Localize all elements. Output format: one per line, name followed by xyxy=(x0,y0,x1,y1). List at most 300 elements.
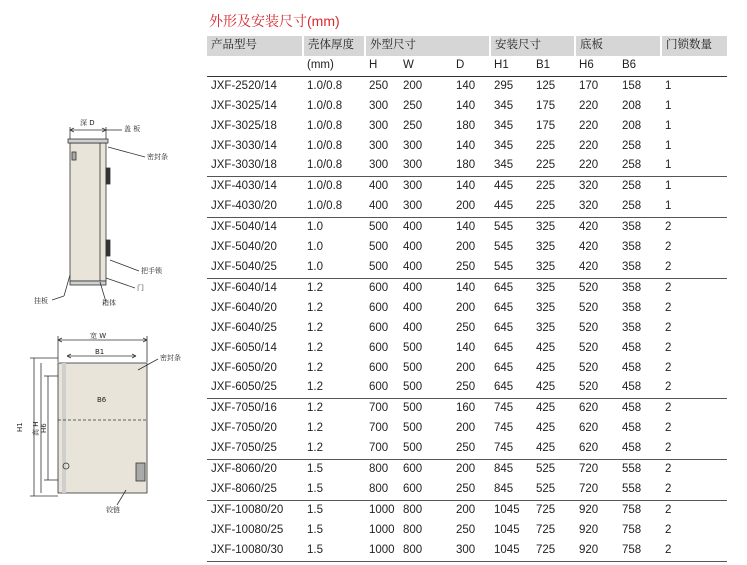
table-row xyxy=(207,238,727,258)
sub-h6: H6 xyxy=(575,56,618,76)
cell-h: 1000 xyxy=(369,523,395,536)
cell-d: 140 xyxy=(456,79,476,92)
cell-d: 140 xyxy=(456,341,476,354)
height-label: 高 H xyxy=(32,421,40,436)
cell-b6: 458 xyxy=(618,399,661,419)
table-row xyxy=(207,480,727,500)
cell-n: 2 xyxy=(665,301,672,314)
cell-h: 700 xyxy=(369,422,389,435)
cell-h1: 1045 xyxy=(490,500,532,520)
cell-b1: 225 xyxy=(536,200,556,213)
cell-h1: 845 xyxy=(490,460,532,480)
cell-b1: 425 xyxy=(536,422,556,435)
table-row xyxy=(207,137,727,157)
cell-b1: 225 xyxy=(536,139,556,152)
cell-h6: 620 xyxy=(579,422,599,435)
cell-b1: 725 xyxy=(532,500,575,520)
cell-h: 600 xyxy=(369,301,389,314)
cell-b6: 258 xyxy=(618,177,661,197)
cell-d: 200 xyxy=(452,500,490,520)
cell-model: JXF-7050/20 xyxy=(211,422,277,435)
cell-d: 250 xyxy=(456,482,476,495)
cell-b6: 458 xyxy=(622,442,642,455)
cell-t: 1.0/0.8 xyxy=(303,177,365,197)
cell-model: JXF-8060/20 xyxy=(207,460,303,480)
cell-h6: 420 xyxy=(575,218,618,238)
cell-model: JXF-6040/25 xyxy=(211,321,277,334)
cell-h6: 420 xyxy=(579,241,599,254)
cell-d: 180 xyxy=(456,119,476,132)
cell-w: 500 xyxy=(403,381,423,394)
cell-b1: 725 xyxy=(532,541,575,561)
cell-d: 200 xyxy=(456,361,476,374)
cell-b6: 208 xyxy=(622,99,642,112)
cell-w: 400 xyxy=(403,241,423,254)
cell-model: JXF-6040/14 xyxy=(207,278,303,298)
cell-t: 1.2 xyxy=(303,399,365,419)
cell-d: 200 xyxy=(452,460,490,480)
cell-d: 140 xyxy=(452,278,490,298)
cell-b6: 258 xyxy=(622,159,642,172)
cell-model: JXF-4030/20 xyxy=(211,200,277,213)
cell-n: 2 xyxy=(665,341,672,354)
cell-t: 1.2 xyxy=(307,301,323,314)
table-row xyxy=(207,500,727,520)
cell-t: 1.0 xyxy=(307,260,323,273)
cell-b1: 525 xyxy=(532,460,575,480)
cell-b6: 758 xyxy=(618,500,661,520)
cell-h: 600 xyxy=(369,381,389,394)
cell-b1: 325 xyxy=(536,260,556,273)
col-outer-size: 外型尺寸 xyxy=(365,36,490,56)
cell-t: 1.0/0.8 xyxy=(307,139,343,152)
cell-h1: 345 xyxy=(494,159,514,172)
cell-b6: 458 xyxy=(622,381,642,394)
cell-d: 250 xyxy=(456,381,476,394)
cell-h6: 220 xyxy=(579,139,599,152)
cell-model: JXF-6050/20 xyxy=(211,361,277,374)
cell-t: 1.5 xyxy=(303,460,365,480)
table-row xyxy=(207,278,727,298)
cell-d: 250 xyxy=(456,523,476,536)
h1-label: H1 xyxy=(16,422,24,432)
h6-label: H6 xyxy=(40,423,48,433)
page-title: 外形及安装尺寸(mm) xyxy=(209,13,340,29)
cell-b1: 525 xyxy=(536,482,556,495)
cell-h1: 1045 xyxy=(490,541,532,561)
sub-w: W xyxy=(399,56,452,76)
hang-plate-label: 挂板 xyxy=(34,297,48,305)
cell-n: 2 xyxy=(661,541,727,561)
cell-model: JXF-3025/14 xyxy=(211,99,277,112)
cell-b6: 558 xyxy=(622,482,642,495)
table-row xyxy=(207,399,727,419)
cell-n: 2 xyxy=(661,500,727,520)
cell-h6: 720 xyxy=(575,460,618,480)
cell-h1: 1045 xyxy=(494,523,520,536)
cell-b6: 258 xyxy=(622,200,642,213)
table-row xyxy=(207,218,727,238)
side-view-drawing xyxy=(52,127,145,302)
cell-t: 1.0 xyxy=(303,218,365,238)
table-row xyxy=(207,541,727,561)
cell-w: 300 xyxy=(403,159,423,172)
cell-b1: 175 xyxy=(536,119,556,132)
table-subheader-row xyxy=(207,56,727,76)
cell-n: 1 xyxy=(665,119,672,132)
cell-model: JXF-6040/20 xyxy=(211,301,277,314)
cell-t: 1.2 xyxy=(307,381,323,394)
cell-w: 400 xyxy=(399,218,452,238)
cell-b6: 358 xyxy=(622,260,642,273)
cell-b6: 358 xyxy=(622,241,642,254)
cell-w: 400 xyxy=(403,321,423,334)
table-row xyxy=(207,299,727,319)
cell-b1: 325 xyxy=(536,301,556,314)
cell-w: 500 xyxy=(399,399,452,419)
table-body xyxy=(207,76,727,561)
cell-d: 250 xyxy=(456,321,476,334)
sub-h1: H1 xyxy=(490,56,532,76)
cell-n: 1 xyxy=(665,79,672,92)
cell-d: 160 xyxy=(452,399,490,419)
cell-h6: 520 xyxy=(579,301,599,314)
cell-d: 250 xyxy=(456,260,476,273)
b1-label: B1 xyxy=(95,348,105,356)
cell-model: JXF-6050/25 xyxy=(211,381,277,394)
cell-h6: 170 xyxy=(579,79,599,92)
cell-h: 400 xyxy=(369,200,389,213)
cell-h: 300 xyxy=(369,139,389,152)
cell-h: 700 xyxy=(365,399,399,419)
cell-h1: 645 xyxy=(494,321,514,334)
cell-model: JXF-10080/25 xyxy=(211,523,284,536)
cell-t: 1.2 xyxy=(307,422,323,435)
table-row xyxy=(207,156,727,176)
cell-n: 2 xyxy=(661,399,727,419)
cell-h: 600 xyxy=(369,321,389,334)
cell-b1: 725 xyxy=(536,523,556,536)
cell-b6: 358 xyxy=(622,301,642,314)
cell-b1: 225 xyxy=(532,177,575,197)
cell-t: 1.0/0.8 xyxy=(307,200,343,213)
cell-w: 250 xyxy=(403,99,423,112)
cell-n: 2 xyxy=(661,218,727,238)
cell-h6: 920 xyxy=(575,500,618,520)
cell-model: JXF-3025/18 xyxy=(211,119,277,132)
front-seal-label: 密封条 xyxy=(160,354,181,362)
cell-h: 500 xyxy=(369,260,389,273)
cell-h: 600 xyxy=(369,361,389,374)
cell-h6: 720 xyxy=(579,482,599,495)
cell-h1: 745 xyxy=(490,399,532,419)
cell-d: 140 xyxy=(452,218,490,238)
table-header-row xyxy=(207,36,727,56)
cell-d: 200 xyxy=(456,200,476,213)
cover-label: 盖 板 xyxy=(124,125,141,133)
cell-t: 1.2 xyxy=(303,278,365,298)
cell-h1: 345 xyxy=(494,139,514,152)
cell-h6: 620 xyxy=(579,442,599,455)
cell-n: 2 xyxy=(665,381,672,394)
sub-b1: B1 xyxy=(532,56,575,76)
cell-w: 500 xyxy=(403,361,423,374)
table-row xyxy=(207,419,727,439)
col-lock-count: 门锁数量 xyxy=(661,36,727,56)
cell-b1: 425 xyxy=(536,341,556,354)
cell-h: 800 xyxy=(365,460,399,480)
cell-h1: 745 xyxy=(494,422,514,435)
cell-b1: 125 xyxy=(536,79,556,92)
cell-n: 2 xyxy=(665,260,672,273)
cell-t: 1.5 xyxy=(303,541,365,561)
cell-b1: 425 xyxy=(532,399,575,419)
width-label: 宽 W xyxy=(90,332,107,340)
cell-h1: 645 xyxy=(494,381,514,394)
cell-h: 1000 xyxy=(365,541,399,561)
cell-h6: 620 xyxy=(575,399,618,419)
cell-h: 300 xyxy=(369,99,389,112)
col-model: 产品型号 xyxy=(207,36,303,56)
col-base-plate: 底板 xyxy=(575,36,661,56)
cell-w: 500 xyxy=(403,442,423,455)
dimension-table xyxy=(207,36,727,562)
cell-h: 800 xyxy=(369,482,389,495)
cell-model: JXF-5040/25 xyxy=(211,260,277,273)
cell-b1: 325 xyxy=(536,321,556,334)
cell-t: 1.2 xyxy=(307,361,323,374)
cell-model: JXF-10080/20 xyxy=(207,500,303,520)
depth-label: 深 D xyxy=(80,119,95,127)
handle-lock-label: 把手锁 xyxy=(141,267,162,275)
sub-h: H xyxy=(365,56,399,76)
cell-h1: 545 xyxy=(490,218,532,238)
table-row xyxy=(207,117,727,137)
cell-h6: 520 xyxy=(579,341,599,354)
cell-n: 2 xyxy=(665,482,672,495)
cell-n: 1 xyxy=(661,177,727,197)
cell-model: JXF-10080/30 xyxy=(207,541,303,561)
cell-h6: 220 xyxy=(579,119,599,132)
cell-n: 2 xyxy=(661,460,727,480)
table-row xyxy=(207,319,727,339)
table-row xyxy=(207,177,727,197)
cell-n: 1 xyxy=(665,99,672,112)
cell-h1: 845 xyxy=(494,482,514,495)
cell-h6: 320 xyxy=(575,177,618,197)
cell-d: 200 xyxy=(456,241,476,254)
cell-b6: 158 xyxy=(622,79,642,92)
front-view-drawing xyxy=(30,336,158,505)
table-row xyxy=(207,359,727,379)
col-thickness: 壳体厚度 xyxy=(303,36,365,56)
cell-n: 2 xyxy=(665,422,672,435)
cell-t: 1.5 xyxy=(303,500,365,520)
cell-t: 1.5 xyxy=(307,482,323,495)
cell-d: 140 xyxy=(456,139,476,152)
cell-w: 800 xyxy=(403,523,423,536)
table-row xyxy=(207,339,727,359)
cell-t: 1.2 xyxy=(307,341,323,354)
table-row xyxy=(207,197,727,217)
cell-b6: 458 xyxy=(622,341,642,354)
cell-w: 300 xyxy=(403,200,423,213)
table-row xyxy=(207,439,727,459)
cell-h: 300 xyxy=(369,119,389,132)
cell-b6: 358 xyxy=(622,321,642,334)
cell-model: JXF-4030/14 xyxy=(207,177,303,197)
cell-h: 600 xyxy=(369,341,389,354)
cell-h1: 545 xyxy=(494,260,514,273)
cell-d: 200 xyxy=(456,422,476,435)
cell-h6: 420 xyxy=(579,260,599,273)
table-row xyxy=(207,76,727,96)
cell-d: 250 xyxy=(456,442,476,455)
cell-b1: 425 xyxy=(536,442,556,455)
cell-model: JXF-8060/25 xyxy=(211,482,277,495)
seal-label: 密封条 xyxy=(147,153,168,161)
cell-n: 2 xyxy=(661,278,727,298)
cell-model: JXF-2520/14 xyxy=(211,79,277,92)
table-row xyxy=(207,258,727,278)
cell-w: 400 xyxy=(403,260,423,273)
cell-b6: 458 xyxy=(622,422,642,435)
cell-model: JXF-7050/16 xyxy=(207,399,303,419)
cell-n: 1 xyxy=(665,200,672,213)
table-row xyxy=(207,460,727,480)
cell-n: 2 xyxy=(665,523,672,536)
unit-label: (mm) xyxy=(303,56,365,76)
cell-h: 400 xyxy=(365,177,399,197)
cell-t: 1.2 xyxy=(307,442,323,455)
cell-b1: 325 xyxy=(536,241,556,254)
cell-h: 250 xyxy=(369,79,389,92)
hinge-label: 铰链 xyxy=(106,506,120,514)
cell-model: JXF-5040/20 xyxy=(211,241,277,254)
cell-model: JXF-3030/18 xyxy=(211,159,277,172)
cell-d: 140 xyxy=(452,177,490,197)
cell-h6: 320 xyxy=(579,200,599,213)
cabinet-drawings xyxy=(0,0,205,565)
b6-label: B6 xyxy=(97,396,107,404)
cell-t: 1.0/0.8 xyxy=(307,79,343,92)
cell-b6: 208 xyxy=(622,119,642,132)
cell-d: 140 xyxy=(456,99,476,112)
cell-h1: 645 xyxy=(494,361,514,374)
cell-w: 250 xyxy=(403,119,423,132)
cell-h1: 545 xyxy=(494,241,514,254)
cell-w: 800 xyxy=(399,500,452,520)
cell-n: 1 xyxy=(665,159,672,172)
cell-d: 180 xyxy=(456,159,476,172)
cell-b6: 758 xyxy=(622,523,642,536)
cell-h6: 220 xyxy=(579,99,599,112)
cell-h: 300 xyxy=(369,159,389,172)
cell-h6: 520 xyxy=(579,381,599,394)
cell-b6: 258 xyxy=(622,139,642,152)
cell-h6: 220 xyxy=(579,159,599,172)
cell-h1: 645 xyxy=(490,278,532,298)
cell-h6: 920 xyxy=(579,523,599,536)
cell-w: 500 xyxy=(403,422,423,435)
table-row xyxy=(207,97,727,117)
cell-w: 300 xyxy=(403,139,423,152)
cell-h: 600 xyxy=(365,278,399,298)
cell-w: 400 xyxy=(399,278,452,298)
cell-b6: 358 xyxy=(618,218,661,238)
cell-d: 200 xyxy=(456,301,476,314)
cell-h1: 445 xyxy=(490,177,532,197)
cell-h1: 645 xyxy=(494,341,514,354)
cell-h: 500 xyxy=(369,241,389,254)
cell-b1: 325 xyxy=(532,218,575,238)
table-row xyxy=(207,378,727,398)
cell-h: 700 xyxy=(369,442,389,455)
cell-t: 1.0/0.8 xyxy=(307,159,343,172)
cell-model: JXF-5040/14 xyxy=(207,218,303,238)
cell-b1: 325 xyxy=(532,278,575,298)
cell-h1: 645 xyxy=(494,301,514,314)
cell-h1: 295 xyxy=(494,79,514,92)
table-row xyxy=(207,521,727,541)
cell-h1: 345 xyxy=(494,99,514,112)
sub-b6: B6 xyxy=(618,56,661,76)
cell-t: 1.0/0.8 xyxy=(307,99,343,112)
cell-model: JXF-6050/14 xyxy=(211,341,277,354)
cell-n: 2 xyxy=(665,361,672,374)
cell-n: 1 xyxy=(665,139,672,152)
cell-b1: 225 xyxy=(536,159,556,172)
cell-b1: 175 xyxy=(536,99,556,112)
cell-n: 2 xyxy=(665,321,672,334)
cell-h: 1000 xyxy=(365,500,399,520)
cell-w: 200 xyxy=(403,79,423,92)
box-label: 箱体 xyxy=(102,299,116,307)
cell-b6: 758 xyxy=(618,541,661,561)
cell-w: 600 xyxy=(399,460,452,480)
cell-n: 2 xyxy=(665,241,672,254)
cell-b1: 425 xyxy=(536,361,556,374)
cell-d: 300 xyxy=(452,541,490,561)
cell-h6: 520 xyxy=(579,361,599,374)
cell-h1: 345 xyxy=(494,119,514,132)
cell-model: JXF-7050/25 xyxy=(211,442,277,455)
cell-b6: 358 xyxy=(618,278,661,298)
cell-b6: 558 xyxy=(618,460,661,480)
cell-h1: 445 xyxy=(494,200,514,213)
cell-w: 800 xyxy=(399,541,452,561)
cell-h6: 920 xyxy=(575,541,618,561)
cell-w: 300 xyxy=(399,177,452,197)
cell-h: 500 xyxy=(365,218,399,238)
cell-n: 2 xyxy=(665,442,672,455)
cell-t: 1.2 xyxy=(307,321,323,334)
cell-h6: 520 xyxy=(579,321,599,334)
cell-model: JXF-3030/14 xyxy=(211,139,277,152)
cell-h1: 745 xyxy=(494,442,514,455)
cell-h6: 520 xyxy=(575,278,618,298)
cell-t: 1.0/0.8 xyxy=(307,119,343,132)
col-install-size: 安装尺寸 xyxy=(490,36,575,56)
cell-w: 400 xyxy=(403,301,423,314)
door-label: 门 xyxy=(137,284,144,292)
cell-b1: 425 xyxy=(536,381,556,394)
cell-t: 1.5 xyxy=(307,523,323,536)
cell-b6: 458 xyxy=(622,361,642,374)
cell-t: 1.0 xyxy=(307,241,323,254)
cell-w: 600 xyxy=(403,482,423,495)
sub-d: D xyxy=(452,56,490,76)
